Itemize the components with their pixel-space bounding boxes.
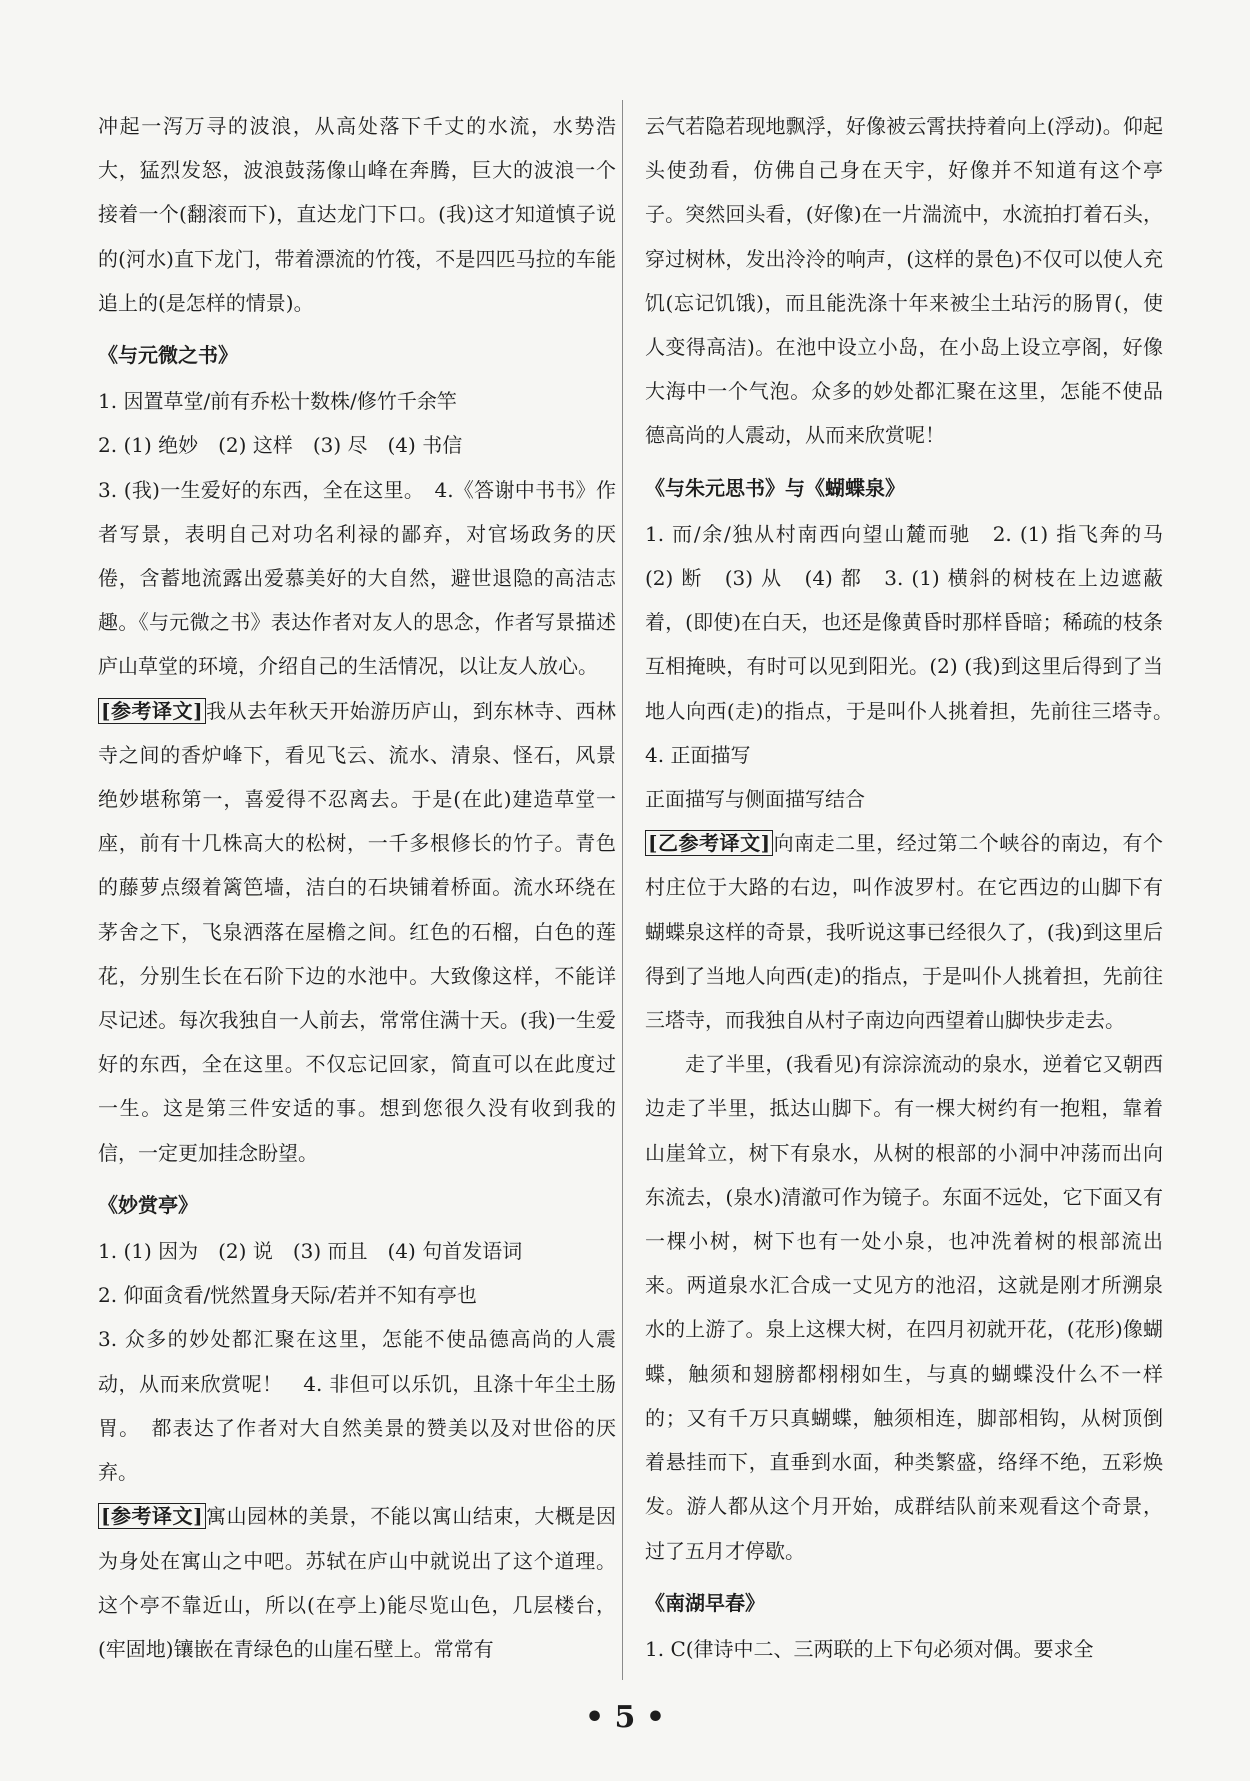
s2-reference-translation (98, 1494, 616, 1671)
reference-label: [参考译文] (98, 1503, 206, 1529)
s3-answers: 1. 而/余/独从村南西向望山麓而驰 2. (1) 指飞奔的马 (2) 断 (3) 从 (4) 都 3. (1) 横斜的树枝在上边遮蔽着，(即使)在白天，也还是像黄昏时那样昏暗；稀疏的枝条互相掩映，有时可以见到阳光。(2) (我)到这里后得到了当地人向西(走)的指点，于是叫仆人挑着担，先前往三塔寺。 4. 正面描写 (645, 521, 1183, 767)
left-column (98, 104, 616, 1671)
s3-reference-translation (645, 821, 1163, 1042)
s3-answer-tail: 正面描写与侧面描写结合 (645, 787, 865, 812)
section-title-miao-shang-ting: 《妙赏亭》 (98, 1192, 198, 1217)
reference-text: 寓山园林的美景，不能以寓山结束，大概是因为身处在寓山之中吧。苏轼在庐山中就说出了这个道理。这个亭不靠近山，所以(在亭上)能尽览山色，几层楼台，(牢固地)镶嵌在青绿色的山崖石壁上。常常有 (98, 1504, 616, 1661)
s2-answer-1: 1. (1) 因为 (2) 说 (3) 而且 (4) 句首发语词 (98, 1239, 523, 1264)
section-title-nan-hu-zao-chun: 《南湖早春》 (645, 1590, 765, 1615)
s4-answer-1: 1. C(律诗中二、三两联的上下句必须对偶。要求全 (645, 1636, 1094, 1661)
s1-answer-2: 2. (1) 绝妙 (2) 这样 (3) 尽 (4) 书信 (98, 433, 463, 458)
s2-answer-2: 2. 仰面贪看/恍然置身天际/若并不知有亭也 (98, 1283, 477, 1308)
reference-label: [乙参考译文] (645, 830, 773, 856)
reference-text: 向南走二里，经过第二个峡谷的南边，有个村庄位于大路的右边，叫作波罗村。在它西边的山脚下有蝴蝶泉这样的奇景，我听说这事已经很久了，(我)到这里后得到了当地人向西(走)的指点，于是叫仆人挑着担，先前往三塔寺，而我独自从村子南边向西望着山脚快步走去。 (645, 831, 1163, 1033)
s1-answer-3-4: 3. (我)一生爱好的东西，全在这里。 4.《答谢中书书》作者写景，表明自己对功名利禄的鄙弃，对官场政务的厌倦，含蓄地流露出爱慕美好的大自然，避世退隐的高洁志趣。《与元微之书》表达作者对友人的思念，作者写景描述庐山草堂的环境，介绍自己的生活情况，以让友人放心。 (98, 477, 616, 679)
column-divider (622, 100, 623, 1680)
page-number: • 5 • (584, 1700, 666, 1735)
s1-answer-1: 1. 因置草堂/前有乔松十数株/修竹千余竿 (98, 389, 457, 414)
section-title-yu-yuan-wei-zhi-shu: 《与元微之书》 (98, 343, 238, 368)
right-intro: 云气若隐若现地飘浮，好像被云霄扶持着向上(浮动)。仰起头使劲看，仿佛自己身在天宇，好像并不知道有这个亭子。突然回头看，(好像)在一片湍流中，水流拍打着石头，穿过树林，发出泠泠的响声，(这样的景色)不仅可以使人充饥(忘记饥饿)，而且能洗涤十年来被尘土玷污的肠胃(，使人变得高洁)。在池中设立小岛，在小岛上设立亭阁，好像大海中一个气泡。众多的妙处都汇聚在这里，怎能不使品德高尚的人震动，从而来欣赏呢！ (645, 114, 1163, 448)
s3-paragraph-2: 走了半里，(我看见)有淙淙流动的泉水，逆着它又朝西边走了半里，抵达山脚下。有一棵大树约有一抱粗，靠着山崖耸立，树下有泉水，从树的根部的小洞中冲荡而出向东流去，(泉水)清澈可作为镜子。东面不远处，它下面又有一棵小树，树下也有一处小泉，也冲洗着树的根部流出来。两道泉水汇合成一丈见方的池沼，这就是刚才所溯泉水的上游了。泉上这棵大树，在四月初就开花，(花形)像蝴蝶，触须和翅膀都栩栩如生，与真的蝴蝶没什么不一样的；又有千万只真蝴蝶，触须相连，脚部相钩，从树顶倒着悬挂而下，直垂到水面，种类繁盛，络绎不绝，五彩焕发。游人都从这个月开始，成群结队前来观看这个奇景，过了五月才停歇。 (645, 1052, 1163, 1563)
left-intro: 冲起一泻万寻的波浪，从高处落下千丈的水流，水势浩大，猛烈发怒，波浪鼓荡像山峰在奔腾，巨大的波浪一个接着一个(翻滚而下)，直达龙门下口。(我)这才知道慎子说的(河水)直下龙门，带着漂流的竹筏，不是四匹马拉的车能追上的(是怎样的情景)。 (98, 114, 616, 315)
reference-text: 我从去年秋天开始游历庐山，到东林寺、西林寺之间的香炉峰下，看见飞云、流水、清泉、怪石，风景绝妙堪称第一，喜爱得不忍离去。于是(在此)建造草堂一座，前有十几株高大的松树，一千多根修长的竹子。青色的藤萝点缀着篱笆墙，洁白的石块铺着桥面。流水环绕在茅舍之下，飞泉洒落在屋檐之间。红色的石榴，白色的莲花，分别生长在石阶下边的水池中。大致像这样，不能详尽记述。每次我独自一人前去，常常住满十天。(我)一生爱好的东西，全在这里。不仅忘记回家，简直可以在此度过一生。这是第三件安适的事。想到您很久没有收到我的信，一定更加挂念盼望。 (98, 698, 616, 1165)
s2-answer-3-4: 3. 众多的妙处都汇聚在这里，怎能不使品德高尚的人震动，从而来欣赏呢！ 4. 非但可以乐饥，且涤十年尘土肠胃。 都表达了作者对大自然美景的赞美以及对世俗的厌弃。 (98, 1327, 616, 1485)
s1-reference-translation (98, 689, 616, 1175)
section-title-yu-zhu-yuan-si-shu: 《与朱元思书》与《蝴蝶泉》 (645, 475, 905, 500)
reference-label: [参考译文] (98, 698, 206, 724)
right-column (645, 104, 1183, 1671)
